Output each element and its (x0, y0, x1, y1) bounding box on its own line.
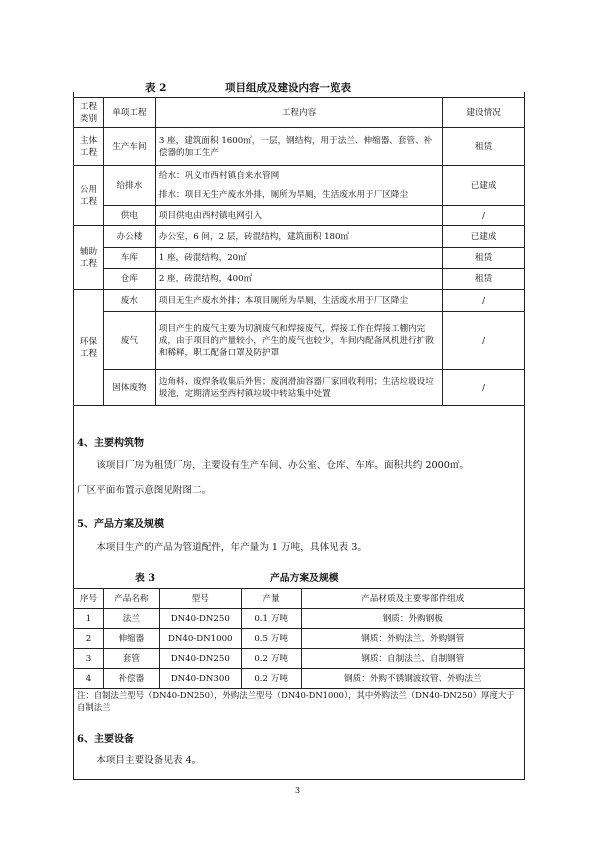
item-cell: 固体废物 (103, 370, 155, 406)
status-cell: / (443, 370, 525, 406)
header-seq: 序号 (74, 589, 104, 609)
product-cell: 套管 (103, 649, 159, 669)
material-cell: 钢质：外购法兰、外购钢管 (301, 629, 524, 649)
table-row (74, 312, 525, 370)
table-row (74, 128, 525, 166)
section6-paragraph: 本项目主要设备见表 4。 (96, 755, 202, 766)
section4-paragraph-2: 厂区平面布置示意图见附图二。 (77, 485, 212, 496)
status-cell: 租赁 (443, 269, 525, 290)
content-cell: 1 座，砖混结构，20㎡ (155, 248, 442, 269)
item-cell: 仓库 (103, 269, 155, 290)
category-cell: 环保工程 (74, 290, 104, 406)
status-cell: 已建成 (443, 226, 525, 248)
material-cell: 钢质：自制法兰、自制钢管 (301, 649, 524, 669)
product-cell: 法兰 (103, 609, 159, 629)
header-status: 建设情况 (443, 98, 525, 128)
status-cell: / (443, 290, 525, 312)
material-cell: 钢质：外购不锈钢波纹管、外购法兰 (301, 669, 524, 689)
table3-note: 注：自制法兰型号（DN40-DN250），外购法兰型号（DN40-DN1000），其中外购法兰（DN40-DN250）厚度大于自制法兰 (77, 690, 515, 712)
content-cell: 项目无生产废水外排；本项目厕所为旱厕，生活废水用于厂区降尘 (155, 290, 442, 312)
table-row (74, 269, 525, 290)
table-row (74, 669, 525, 689)
status-cell: / (443, 312, 525, 370)
category-cell: 公用工程 (74, 166, 104, 226)
seq-cell: 4 (74, 669, 104, 689)
item-cell: 办公楼 (103, 226, 155, 248)
model-cell: DN40-DN1000 (159, 629, 241, 649)
header-item: 单项工程 (103, 98, 155, 128)
content-cell: 项目产生的废气主要为切割废气和焊接废气，焊接工作在焊接工棚内完成，由于项目的产量较小，产生的废气也较少，车间内配备风机进行扩散和稀释，职工配备口罩及防护罩 (155, 312, 442, 370)
header-content: 工程内容 (155, 98, 442, 128)
status-cell: 租赁 (443, 248, 525, 269)
table-row (74, 248, 525, 269)
seq-cell: 1 (74, 609, 104, 629)
table-row (74, 290, 525, 312)
product-scheme-table (73, 588, 525, 689)
material-cell: 钢质：外购钢板 (301, 609, 524, 629)
table2-caption-number: 表 2 (145, 82, 167, 94)
table-row (74, 166, 525, 186)
section5-heading: 5、产品方案及规模 (77, 519, 164, 530)
header-product: 产品名称 (103, 589, 159, 609)
item-cell: 废水 (103, 290, 155, 312)
model-cell: DN40-DN250 (159, 609, 241, 629)
output-cell: 0.1 万吨 (241, 609, 301, 629)
item-cell: 供电 (103, 206, 155, 226)
section4-heading: 4、主要构筑物 (77, 438, 144, 449)
content-cell: 3 座，建筑面积 1600㎡，一层，钢结构，用于法兰、伸缩器、套管、补偿器的加工生产 (155, 128, 442, 166)
page-number: 3 (294, 786, 301, 795)
output-cell: 0.2 万吨 (241, 649, 301, 669)
model-cell: DN40-DN300 (159, 669, 241, 689)
model-cell: DN40-DN250 (159, 649, 241, 669)
section5-paragraph: 本项目生产的产品为管道配件，年产量为 1 万吨，具体见表 3。 (96, 542, 367, 553)
status-cell: 租赁 (443, 128, 525, 166)
content-cell: 边角料、废焊条收集后外售；废润滑油容器厂家回收利用；生活垃圾设垃圾池，定期清运至西村镇垃圾中转站集中处置 (155, 370, 442, 406)
seq-cell: 3 (74, 649, 104, 669)
item-cell: 车库 (103, 248, 155, 269)
category-cell: 辅助工程 (74, 226, 104, 290)
table-row (74, 629, 525, 649)
item-cell: 生产车间 (103, 128, 155, 166)
table-header-row (74, 589, 525, 609)
content-cell: 办公室，6 间，2 层，砖混结构，建筑面积 180㎡ (155, 226, 442, 248)
header-output: 产量 (241, 589, 301, 609)
table2-caption-title: 项目组成及建设内容一览表 (225, 82, 351, 94)
output-cell: 0.5 万吨 (241, 629, 301, 649)
content-cell: 排水：项目无生产废水外排，厕所为旱厕，生活废水用于厂区降尘 (155, 186, 442, 206)
status-cell: 已建成 (443, 166, 525, 206)
status-cell: / (443, 206, 525, 226)
item-cell: 给排水 (103, 166, 155, 206)
item-cell: 废气 (103, 312, 155, 370)
product-cell: 伸缩器 (103, 629, 159, 649)
header-model: 型号 (159, 589, 241, 609)
table-row (74, 370, 525, 406)
seq-cell: 2 (74, 629, 104, 649)
project-composition-table (73, 97, 525, 406)
output-cell: 0.2 万吨 (241, 669, 301, 689)
header-material: 产品材质及主要零部件组成 (301, 589, 524, 609)
table-header-row (74, 98, 525, 128)
category-cell: 主体工程 (74, 128, 104, 166)
content-cell: 2 座，砖混结构，400㎡ (155, 269, 442, 290)
table3-caption-title: 产品方案及规模 (270, 573, 339, 584)
content-cell: 给水：巩义市西村镇自来水管网 (155, 166, 442, 186)
table-row (74, 649, 525, 669)
header-category: 工程类别 (74, 98, 104, 128)
product-cell: 补偿器 (103, 669, 159, 689)
table-row (74, 609, 525, 629)
section6-heading: 6、主要设备 (77, 734, 134, 745)
section4-paragraph: 该项目厂房为租赁厂房，主要设有生产车间、办公室、仓库、车库。面积共约 2000㎡。 (96, 460, 470, 471)
table-row (74, 226, 525, 248)
content-cell: 项目供电由西村镇电网引入 (155, 206, 442, 226)
table3-caption-number: 表 3 (135, 573, 156, 584)
table-row (74, 206, 525, 226)
